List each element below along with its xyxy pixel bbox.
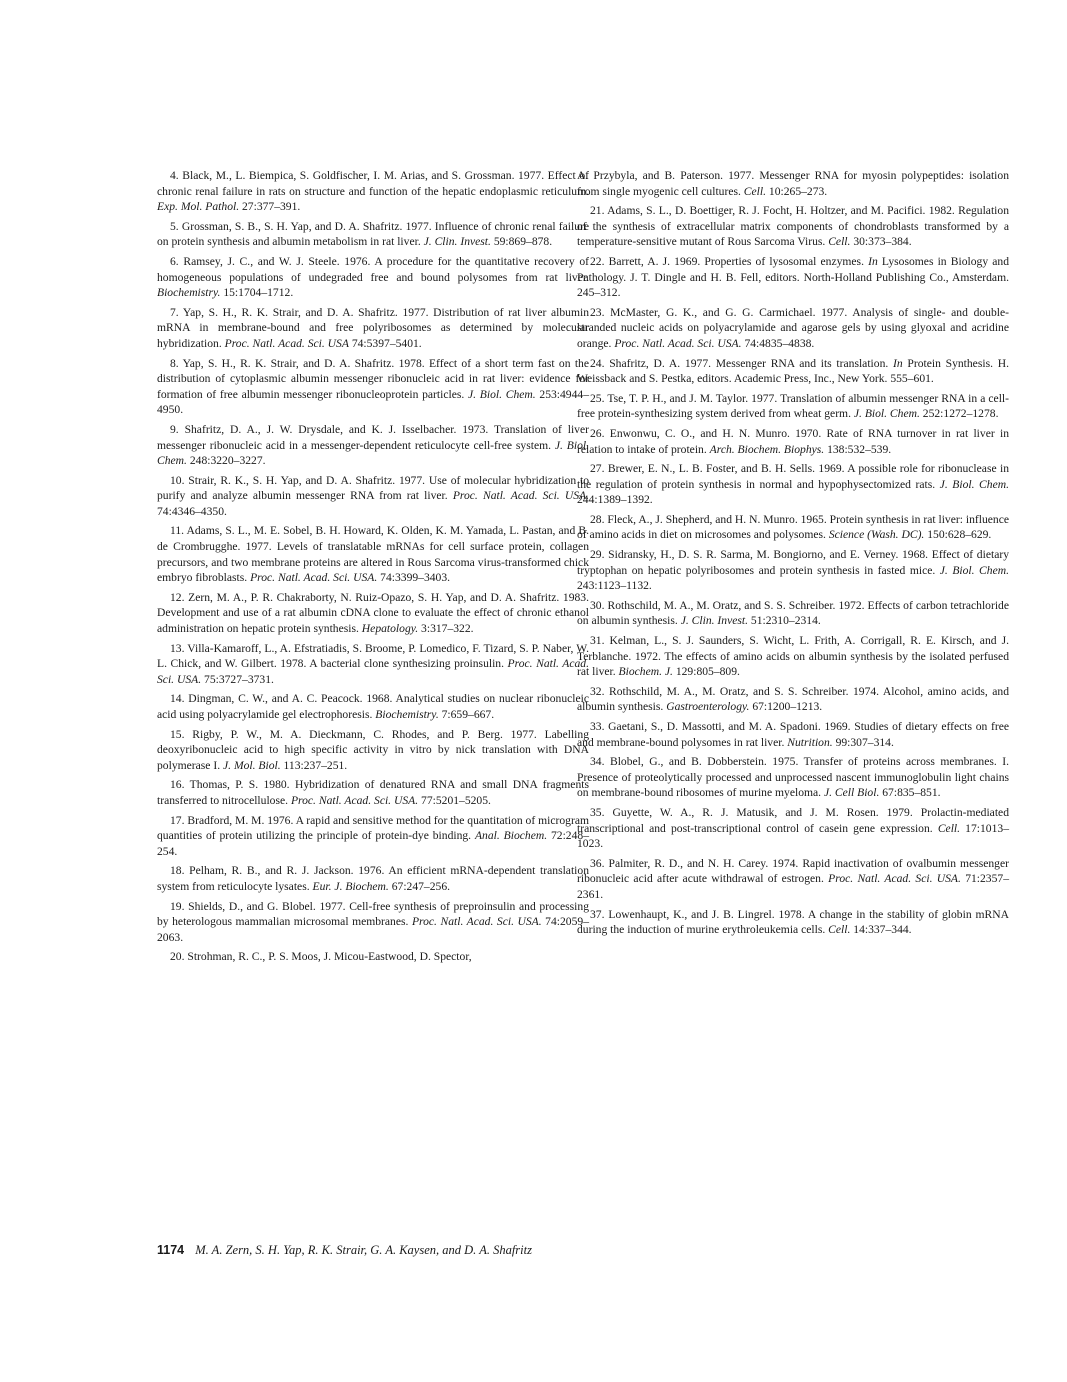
reference-item <box>157 691 589 722</box>
reference-item <box>157 473 589 520</box>
reference-volume-pages: 67:1200–1213. <box>749 700 823 714</box>
reference-text: 29. Sidransky, H., D. S. R. Sarma, M. Bongiorno, and E. Verney. 1968. Effect of dietary tryptophan on hepatic polyribosomes and protein synthesis in fasted mice. <box>577 548 1009 577</box>
reference-item <box>157 641 589 688</box>
reference-text: 18. Pelham, R. B., and R. J. Jackson. 1976. An efficient mRNA-dependent translation system from reticulocyte lysates. <box>157 864 589 893</box>
reference-item <box>157 590 589 637</box>
reference-item <box>577 907 1009 938</box>
reference-item <box>577 633 1009 680</box>
reference-journal: Cell. <box>828 235 851 249</box>
reference-text: 9. Shafritz, D. A., J. W. Drysdale, and K. J. Isselbacher. 1973. Translation of liver messenger ribonucleic acid in a messenger-dependent reticulocyte cell-free system. <box>157 422 589 452</box>
reference-text: 14. Dingman, C. W., and A. C. Peacock. 1968. Analytical studies on nuclear ribonucleic acid using polyacrylamide gel electrophoresis. <box>157 692 589 721</box>
reference-journal: Proc. Natl. Acad. Sci. USA. <box>157 657 589 686</box>
reference-volume-pages: 99:307–314. <box>832 735 894 749</box>
reference-text: 23. McMaster, G. K., and G. G. Carmichael. 1977. Analysis of single- and double-stranded nucleic acids on polyacrylamide and agarose gels by using glyoxal and acridine orange. <box>577 305 1009 350</box>
reference-item <box>157 168 589 215</box>
reference-item <box>577 719 1009 750</box>
reference-text: 8. Yap, S. H., R. K. Strair, and D. A. Shafritz. 1978. Effect of a short term fast on the distribution of cytoplasmic albumin messenger ribonucleic acid in rat liver: evidence for formation of free albumin messenger ribonucleoprotein particles. <box>157 356 589 401</box>
reference-volume-pages: 7:659–667. <box>438 708 495 721</box>
reference-column-left <box>157 168 589 969</box>
reference-journal: Hepatology. <box>361 622 419 636</box>
page-number: 1174 <box>157 1243 185 1257</box>
reference-item <box>577 356 1009 387</box>
reference-item <box>577 512 1009 543</box>
reference-text: 27. Brewer, E. N., L. B. Foster, and B. H. Sells. 1969. A possible role for ribonuclease in the regulation of protein synthesis in normal and hypophysectomized rats. <box>577 462 1009 491</box>
reference-text: 34. Blobel, G., and B. Dobberstein. 1975. Transfer of proteins across membranes. I. Presence of proteolytically processed and unprocessed nascent immunoglobulin light chains on membrane-bound ribosomes of murine myeloma. <box>577 755 1009 800</box>
reference-volume-pages: 72:248–254. <box>157 829 589 858</box>
reference-text: 15. Rigby, P. W., M. A. Dieckmann, C. Rhodes, and P. Berg. 1977. Labelling deoxyribonucleic acid to high specific activity in vitro by nick translation with DNA polymerase I. <box>157 727 589 772</box>
reference-item <box>577 168 1009 199</box>
reference-item <box>577 856 1009 903</box>
reference-journal: Science (Wash. DC). <box>828 528 925 542</box>
reference-item <box>577 754 1009 801</box>
page-footer <box>157 1243 532 1258</box>
reference-journal: J. Biol. Chem. <box>939 563 1009 577</box>
reference-volume-pages: 67:835–851. <box>879 786 941 800</box>
reference-item <box>577 598 1009 629</box>
reference-volume-pages: 67:247–256. <box>388 879 451 893</box>
reference-journal: Biochemistry. <box>375 708 439 721</box>
reference-journal: Gastroenterology. <box>666 700 750 714</box>
reference-text: 5. Grossman, S. B., S. H. Yap, and D. A. Shafritz. 1977. Influence of chronic renal failure on protein synthesis and albumin metabolism in rat liver. <box>157 219 589 249</box>
reference-text: 10. Strair, R. K., S. H. Yap, and D. A. Shafritz. 1977. Use of molecular hybridization to purify and analyze albumin messenger RNA from rat liver. <box>157 473 589 503</box>
reference-text: 25. Tse, T. P. H., and J. M. Taylor. 1977. Translation of albumin messenger RNA in a cell-free protein-synthesizing system derived from wheat germ. <box>577 391 1009 421</box>
reference-journal: Nutrition. <box>787 735 833 749</box>
reference-text: A. Przybyla, and B. Paterson. 1977. Messenger RNA for myosin polypeptides: isolation from single myogenic cell cultures. <box>577 169 1009 198</box>
reference-journal: Proc. Natl. Acad. Sci. USA. <box>250 571 378 585</box>
reference-volume-pages: 252:1272–1278. <box>919 407 999 421</box>
reference-journal: Proc. Natl. Acad. Sci. USA. <box>614 336 742 350</box>
reference-text: 32. Rothschild, M. A., M. Oratz, and S. S. Schreiber. 1974. Alcohol, amino acids, and albumin synthesis. <box>577 684 1009 714</box>
reference-item <box>157 422 589 469</box>
reference-volume-pages: 138:532–539. <box>824 442 892 456</box>
reference-text: 13. Villa-Kamaroff, L., A. Efstratiadis, S. Broome, P. Lomedico, F. Tizard, S. P. Naber, W. L. Chick, and W. Gilbert. 1978. A bacterial clone synthesizing proinsulin. <box>157 641 589 671</box>
reference-journal: Cell. <box>828 923 851 937</box>
reference-volume-pages: 113:237–251. <box>280 758 348 772</box>
reference-volume-pages: 243:1123–1132. <box>577 579 652 593</box>
reference-journal: J. Biol. Chem. <box>853 407 920 421</box>
reference-volume-pages: 77:5201–5205. <box>418 793 491 807</box>
reference-item <box>157 727 589 774</box>
reference-volume-pages: 74:3399–3403. <box>377 571 451 585</box>
reference-volume-pages: 10:265–273. <box>766 184 828 198</box>
reference-volume-pages: 74:2059–2063. <box>157 915 589 944</box>
reference-item <box>577 547 1009 594</box>
reference-journal: In <box>868 254 878 268</box>
reference-journal: Anal. Biochem. <box>474 829 548 843</box>
reference-item <box>157 949 589 965</box>
running-authors: M. A. Zern, S. H. Yap, R. K. Strair, G. A. Kaysen, and D. A. Shafritz <box>195 1243 532 1257</box>
reference-text: 30. Rothschild, M. A., M. Oratz, and S. S. Schreiber. 1972. Effects of carbon tetrachloride on albumin synthesis. <box>577 598 1009 628</box>
reference-volume-pages: Protein Synthesis. H. Weissback and S. Pestka, editors. Academic Press, Inc., New York. 555–601. <box>577 356 1009 386</box>
reference-item <box>157 254 589 301</box>
reference-volume-pages: 253:4944–4950. <box>157 387 589 417</box>
reference-text: 19. Shields, D., and G. Blobel. 1977. Cell-free synthesis of preproinsulin and processing by heterologous mammalian microsomal membranes. <box>157 899 589 929</box>
reference-volume-pages: Lysosomes in Biology and Pathology. J. T. Dingle and H. B. Fell, editors. North-Holland Publishing Co., Amsterdam. 245–312. <box>577 254 1009 300</box>
reference-volume-pages: 75:3727–3731. <box>201 672 274 686</box>
reference-journal: Proc. Natl. Acad. Sci. USA <box>224 336 349 350</box>
reference-journal: Eur. J. Biochem. <box>312 879 389 893</box>
reference-journal: J. Biol. Chem. <box>939 477 1009 491</box>
reference-volume-pages: 244:1389–1392. <box>577 493 653 507</box>
reference-volume-pages: 3:317–322. <box>418 622 474 636</box>
reference-item <box>577 254 1009 301</box>
reference-column-right <box>577 168 1009 942</box>
reference-item <box>577 203 1009 250</box>
reference-volume-pages: 129:805–809. <box>672 665 740 679</box>
reference-journal: Proc. Natl. Acad. Sci. USA. <box>452 489 589 503</box>
reference-volume-pages: 248:3220–3227. <box>186 454 266 468</box>
reference-text: 20. Strohman, R. C., P. S. Moos, J. Micou-Eastwood, D. Spector, <box>170 950 472 964</box>
reference-volume-pages: 150:628–629. <box>924 528 992 542</box>
reference-item <box>157 523 589 585</box>
reference-item <box>157 219 589 250</box>
reference-journal: Biochem. J. <box>618 665 673 679</box>
reference-journal: Arch. Biochem. Biophys. <box>709 442 825 456</box>
reference-item <box>157 305 589 352</box>
reference-journal: Cell. <box>937 821 961 835</box>
reference-text: 16. Thomas, P. S. 1980. Hybridization of denatured RNA and small DNA fragments transferred to nitrocellulose. <box>157 778 589 807</box>
reference-text: 17. Bradford, M. M. 1976. A rapid and sensitive method for the quantitation of microgram quantities of protein utilizing the principle of protein-dye binding. <box>157 813 589 843</box>
reference-item <box>157 899 589 946</box>
reference-item <box>577 305 1009 352</box>
reference-journal: J. Clin. Invest. <box>680 614 748 628</box>
reference-journal: In <box>893 356 903 370</box>
reference-text: 6. Ramsey, J. C., and W. J. Steele. 1976. A procedure for the quantitative recovery of homogeneous populations of undegraded free and bound polysomes from rat liver. <box>157 254 589 284</box>
reference-journal: J. Biol. Chem. <box>468 387 536 401</box>
reference-volume-pages: 27:377–391. <box>239 200 301 214</box>
reference-journal: J. Cell Biol. <box>823 786 880 800</box>
reference-item <box>157 777 589 808</box>
reference-journal: Proc. Natl. Acad. Sci. USA. <box>828 872 961 886</box>
reference-journal: Biochemistry. <box>157 286 221 300</box>
reference-journal: J. Clin. Invest. <box>423 235 491 249</box>
reference-volume-pages: 51:2310–2314. <box>748 614 821 628</box>
reference-journal: Exp. Mol. Pathol. <box>157 200 240 214</box>
reference-volume-pages: 17:1013–1023. <box>577 821 1009 851</box>
reference-text: 28. Fleck, A., J. Shepherd, and H. N. Munro. 1965. Protein synthesis in rat liver: influence of amino acids in diet on microsomes and polysomes. <box>577 512 1009 542</box>
reference-journal: Proc. Natl. Acad. Sci. USA. <box>290 793 419 807</box>
reference-item <box>577 391 1009 422</box>
reference-text: 26. Enwonwu, C. O., and H. N. Munro. 1970. Rate of RNA turnover in rat liver in relation to intake of protein. <box>577 426 1009 456</box>
reference-item <box>577 426 1009 457</box>
reference-text: 24. Shafritz, D. A. 1977. Messenger RNA and its translation. <box>590 356 893 370</box>
reference-item <box>577 461 1009 508</box>
reference-journal: Proc. Natl. Acad. Sci. USA. <box>411 915 542 929</box>
reference-volume-pages: 74:5397–5401. <box>348 336 422 350</box>
reference-text: 21. Adams, S. L., D. Boettiger, R. J. Focht, H. Holtzer, and M. Pacifici. 1982. Regulation of the synthesis of extracellular matrix components of chondroblasts transformed by a temperature-sensitive mutant of Rous Sarcoma Virus. <box>577 204 1009 249</box>
reference-journal: Cell. <box>743 184 767 198</box>
reference-journal: J. Mol. Biol. <box>223 758 281 772</box>
reference-journal: J. Biol. Chem. <box>157 438 589 468</box>
reference-text: 33. Gaetani, S., D. Massotti, and M. A. Spadoni. 1969. Studies of dietary effects on free and membrane-bound polysomes in rat liver. <box>577 720 1009 749</box>
reference-text: 11. Adams, S. L., M. E. Sobel, B. H. Howard, K. Olden, K. M. Yamada, L. Pastan, and B. de Crombrugghe. 1977. Levels of translatable mRNAs for cell surface protein, collagen precursors, and two membrane proteins are altered in Rous Sarcoma virus-transformed chick embryo fibroblasts. <box>157 524 589 585</box>
reference-item <box>157 356 589 418</box>
reference-volume-pages: 74:4346–4350. <box>157 504 227 518</box>
reference-text: 7. Yap, S. H., R. K. Strair, and D. A. Shafritz. 1977. Distribution of rat liver albumin mRNA in membrane-bound and free polyribosomes as determined by molecular hybridization. <box>157 305 589 350</box>
reference-item <box>577 805 1009 852</box>
reference-text: 12. Zern, M. A., P. R. Chakraborty, N. Ruiz-Opazo, S. H. Yap, and D. A. Shafritz. 1983. Development and use of a rat albumin cDNA clone to evaluate the effect of chronic ethanol administration on hepatic protein synthesis. <box>157 590 589 636</box>
reference-text: 31. Kelman, L., S. J. Saunders, S. Wicht, L. Frith, A. Corrigall, R. E. Kirsch, and J. Terblanche. 1972. The effects of amino acids on albumin synthesis by the isolated perfused rat liver. <box>577 634 1009 679</box>
reference-item <box>157 863 589 894</box>
reference-volume-pages: 71:2357–2361. <box>577 872 1009 901</box>
reference-volume-pages: 14:337–344. <box>850 923 912 937</box>
reference-volume-pages: 59:869–878. <box>490 235 553 249</box>
reference-text: 22. Barrett, A. J. 1969. Properties of lysosomal enzymes. <box>590 254 869 268</box>
reference-text: 4. Black, M., L. Biempica, S. Goldfischer, I. M. Arias, and S. Grossman. 1977. Effect of chronic renal failure in rats on structure and function of the hepatic endoplasmic reticulum. <box>157 169 589 198</box>
reference-volume-pages: 30:373–384. <box>850 235 912 249</box>
reference-item <box>577 684 1009 715</box>
reference-text: 35. Guyette, W. A., R. J. Matusik, and J. M. Rosen. 1979. Prolactin-mediated transcriptional and post-transcriptional control of casein gene expression. <box>577 805 1009 835</box>
reference-item <box>157 813 589 860</box>
reference-text: 36. Palmiter, R. D., and N. H. Carey. 1974. Rapid inactivation of ovalbumin messenger ribonucleic acid after acute withdrawal of estrogen. <box>577 856 1009 886</box>
reference-text: 37. Lowenhaupt, K., and J. B. Lingrel. 1978. A change in the stability of globin mRNA during the induction of murine erythroleukemia cells. <box>577 907 1009 937</box>
reference-volume-pages: 15:1704–1712. <box>220 286 294 300</box>
reference-volume-pages: 74:4835–4838. <box>741 336 815 350</box>
